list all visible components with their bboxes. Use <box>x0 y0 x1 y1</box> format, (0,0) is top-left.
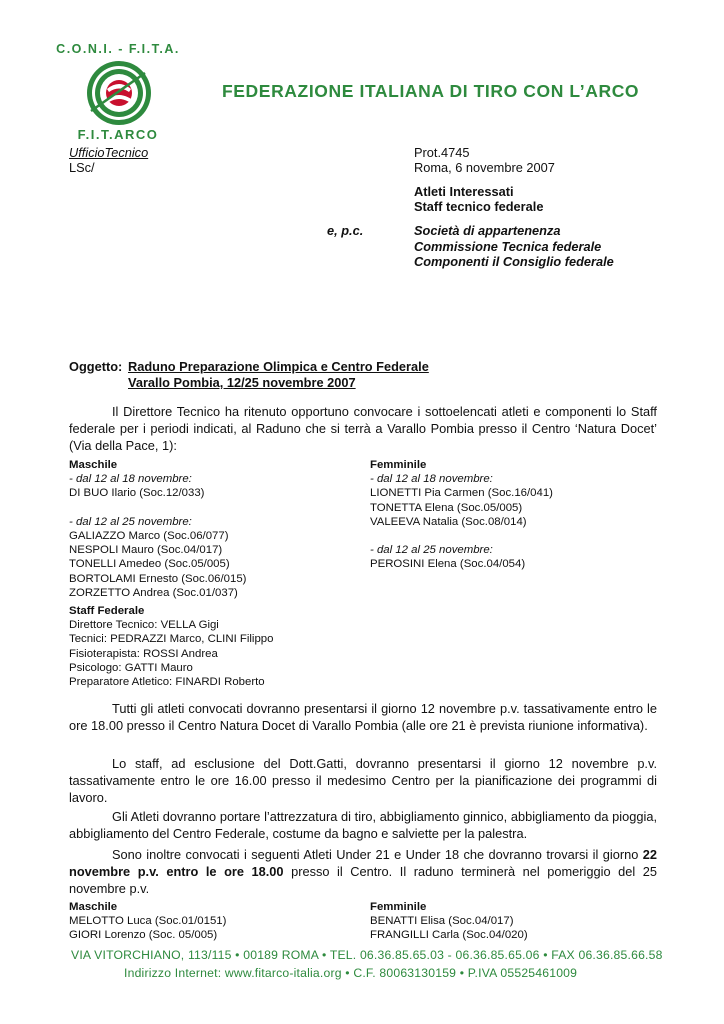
list-item: TONELLI Amedeo (Soc.05/005) <box>69 558 230 571</box>
list-item: BENATTI Elisa (Soc.04/017) <box>370 915 514 928</box>
place-date: Roma, 6 novembre 2007 <box>414 160 555 175</box>
footer-address: VIA VITORCHIANO, 113/115 • 00189 ROMA • TEL. 06.36.85.65.03 - 06.36.85.65.06 • FAX 06.36.85.66.58 <box>71 948 663 962</box>
paragraph-under-athletes: Sono inoltre convocati i seguenti Atleti Under 21 e Under 18 che dovranno trovarsi il giorno 22 novembre p.v. entro le ore 18.00 presso il Centro. Il raduno terminerà nel pomeriggio del 25 novembre p.v. <box>69 847 657 896</box>
list-item: Fisioterapista: ROSSI Andrea <box>69 647 218 660</box>
female-list <box>370 458 553 572</box>
list-item: ZORZETTO Andrea (Soc.01/037) <box>69 586 238 599</box>
under-female-title: Femminile <box>370 901 427 913</box>
list-item: BORTOLAMI Ernesto (Soc.06/015) <box>69 572 247 585</box>
fitarco-logo-icon <box>85 59 153 127</box>
fitarco-label: F.I.T.ARCO <box>77 127 159 142</box>
list-item: Tecnici: PEDRAZZI Marco, CLINI Filippo <box>69 633 274 646</box>
list-item: Psicologo: GATTI Mauro <box>69 661 193 674</box>
federation-title: FEDERAZIONE ITALIANA DI TIRO CON L’ARCO <box>222 81 640 101</box>
staff-title: Staff Federale <box>69 605 145 617</box>
list-item: DI BUO Ilario (Soc.12/033) <box>69 487 205 500</box>
footer-web-tax: Indirizzo Internet: www.fitarco-italia.org • C.F. 80063130159 • P.IVA 05525461009 <box>124 966 578 980</box>
recipient-2: Staff tecnico federale <box>414 199 544 214</box>
cc-recipient-1: Società di appartenenza <box>414 223 561 238</box>
paragraph-equipment: Gli Atleti dovranno portare l’attrezzatura di tiro, abbigliamento ginnico, abbigliamento da pioggia, abbigliamento del Centro Federale, costume da bagno e salviette per la palestra. <box>69 809 657 841</box>
female-period-2: - dal 12 al 25 novembre: <box>370 544 493 557</box>
list-item: Preparatore Atletico: FINARDI Roberto <box>69 675 265 688</box>
subject-label: Oggetto: <box>69 359 123 374</box>
coni-fita-label: C.O.N.I. - F.I.T.A. <box>56 42 180 56</box>
list-item: GIORI Lorenzo (Soc. 05/005) <box>69 929 218 942</box>
list-item: GALIAZZO Marco (Soc.06/077) <box>69 529 229 542</box>
list-item: MELOTTO Luca (Soc.01/0151) <box>69 915 227 928</box>
list-item: Direttore Tecnico: VELLA Gigi <box>69 619 219 632</box>
paragraph-arrival-athletes: Tutti gli atleti convocati dovranno presentarsi il giorno 12 novembre p.v. tassativamente entro le ore 18.00 presso il Centro Natura Docet di Varallo Pombia (alle ore 21 è prevista riunione informativa). <box>69 701 657 733</box>
under-male-title: Maschile <box>69 901 118 913</box>
male-list <box>69 458 246 600</box>
staff-list <box>69 604 273 689</box>
subject-line-2: Varallo Pombia, 12/25 novembre 2007 <box>128 375 356 390</box>
list-item: PEROSINI Elena (Soc.04/054) <box>370 558 526 571</box>
recipient-1: Atleti Interessati <box>414 184 514 199</box>
list-item: TONETTA Elena (Soc.05/005) <box>370 501 523 514</box>
cc-label: e, p.c. <box>327 223 364 238</box>
female-title: Femminile <box>370 459 427 471</box>
male-title: Maschile <box>69 459 118 471</box>
protocol-number: Prot.4745 <box>414 145 470 160</box>
paragraph-arrival-staff: Lo staff, ad esclusione del Dott.Gatti, dovranno presentarsi il giorno 12 novembre p.v. tassativamente entro le ore 16.00 presso il medesimo Centro per la pianificazione dei programmi di lavoro. <box>69 756 657 805</box>
under-male-list <box>69 900 226 943</box>
office-label: UfficioTecnico <box>69 145 149 160</box>
list-item: FRANGILLI Carla (Soc.04/020) <box>370 929 528 942</box>
reference-code: LSc/ <box>69 160 95 175</box>
cc-recipient-3: Componenti il Consiglio federale <box>414 254 614 269</box>
female-period-1: - dal 12 al 18 novembre: <box>370 473 493 486</box>
under-female-list <box>370 900 528 943</box>
list-item: NESPOLI Mauro (Soc.04/017) <box>69 544 223 557</box>
male-period-1: - dal 12 al 18 novembre: <box>69 473 192 486</box>
list-item: LIONETTI Pia Carmen (Soc.16/041) <box>370 487 553 500</box>
cc-recipient-2: Commissione Tecnica federale <box>414 239 602 254</box>
male-period-2: - dal 12 al 25 novembre: <box>69 515 192 528</box>
intro-paragraph: Il Direttore Tecnico ha ritenuto opportuno convocare i sottoelencati atleti e componenti lo Staff federale per i periodi indicati, al Raduno che si terrà a Varallo Pombia presso il Centro ‘Natura Docet’ (Via della Pace, 1): <box>69 404 657 453</box>
list-item: VALEEVA Natalia (Soc.08/014) <box>370 515 527 528</box>
subject-line-1: Raduno Preparazione Olimpica e Centro Federale <box>128 359 429 374</box>
